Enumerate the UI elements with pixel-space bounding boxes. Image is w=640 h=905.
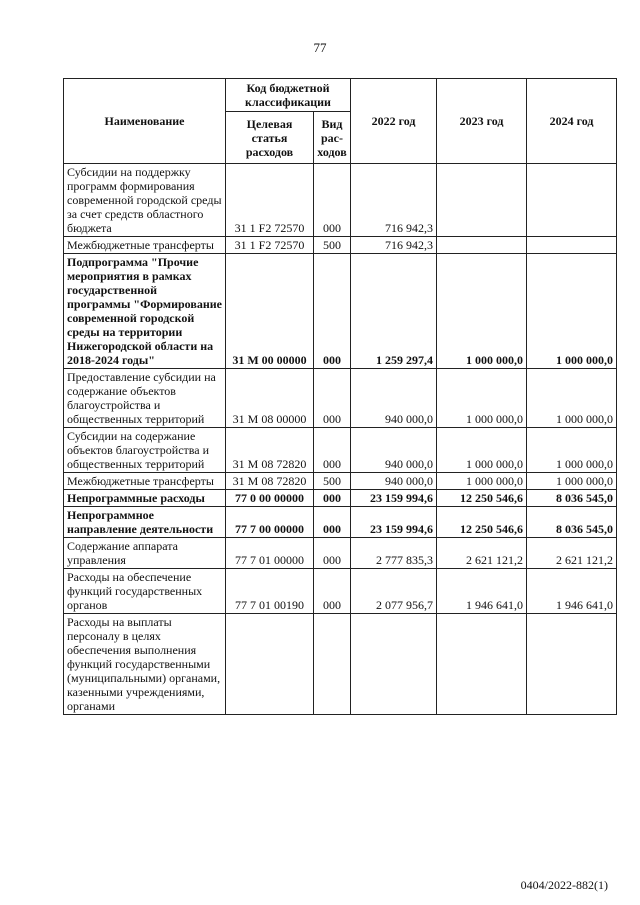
cell-2022: 1 259 297,4: [351, 254, 437, 369]
cell-2022: 2 777 835,3: [351, 538, 437, 569]
cell-expense-type: 000: [314, 164, 351, 237]
cell-name: Субсидии на поддержку программ формирования современной городской среды за счет средств областного бюджета: [64, 164, 226, 237]
cell-2023: 1 000 000,0: [437, 254, 527, 369]
cell-expense-type: 000: [314, 490, 351, 507]
cell-target-article: 31 М 08 72820: [226, 428, 314, 473]
cell-2023: 1 000 000,0: [437, 369, 527, 428]
header-name: Наименование: [64, 79, 226, 164]
cell-expense-type: [314, 614, 351, 715]
cell-2022: [351, 614, 437, 715]
cell-2023: 1 000 000,0: [437, 428, 527, 473]
cell-2024: 2 621 121,2: [527, 538, 617, 569]
cell-target-article: 31 М 08 00000: [226, 369, 314, 428]
header-expense-type: Вид рас-ходов: [314, 112, 351, 164]
cell-2023: [437, 614, 527, 715]
cell-target-article: 77 7 01 00190: [226, 569, 314, 614]
cell-name: Расходы на обеспечение функций государственных органов: [64, 569, 226, 614]
table-row: [64, 507, 617, 538]
table-row: [64, 254, 617, 369]
table-row: [64, 614, 617, 715]
cell-name: Межбюджетные трансферты: [64, 237, 226, 254]
cell-target-article: 77 7 00 00000: [226, 507, 314, 538]
cell-2022: 940 000,0: [351, 473, 437, 490]
cell-target-article: 31 1 F2 72570: [226, 237, 314, 254]
table-row: [64, 490, 617, 507]
cell-name: Подпрограмма "Прочие мероприятия в рамках государственной программы "Формирование современной городской среды на территории Нижегородской области на 2018-2024 годы": [64, 254, 226, 369]
cell-2024: 8 036 545,0: [527, 490, 617, 507]
cell-expense-type: 000: [314, 538, 351, 569]
cell-2024: [527, 164, 617, 237]
cell-2023: 2 621 121,2: [437, 538, 527, 569]
page-number: 77: [313, 40, 327, 55]
header-year-2024: 2024 год: [527, 79, 617, 164]
cell-expense-type: 000: [314, 369, 351, 428]
cell-name: Субсидии на содержание объектов благоустройства и общественных территорий: [64, 428, 226, 473]
cell-2023: 1 946 641,0: [437, 569, 527, 614]
cell-2023: [437, 164, 527, 237]
header-target-article: Целевая статья расходов: [226, 112, 314, 164]
cell-expense-type: 000: [314, 507, 351, 538]
cell-2024: 1 000 000,0: [527, 369, 617, 428]
cell-target-article: 31 1 F2 72570: [226, 164, 314, 237]
cell-name: Содержание аппарата управления: [64, 538, 226, 569]
table-row: [64, 473, 617, 490]
table-body: [64, 164, 617, 715]
cell-2024: [527, 237, 617, 254]
document-code: 0404/2022-882(1): [520, 878, 608, 892]
cell-expense-type: 500: [314, 473, 351, 490]
table-row: [64, 237, 617, 254]
header-year-2023: 2023 год: [437, 79, 527, 164]
cell-2022: 940 000,0: [351, 369, 437, 428]
cell-2022: 2 077 956,7: [351, 569, 437, 614]
cell-expense-type: 000: [314, 428, 351, 473]
header-code-group: Код бюджетной классификации: [226, 79, 351, 112]
cell-2024: [527, 614, 617, 715]
cell-target-article: 77 7 01 00000: [226, 538, 314, 569]
cell-name: Расходы на выплаты персоналу в целях обеспечения выполнения функций государственными (муниципальными) органами, казенными учреждениями, органами: [64, 614, 226, 715]
cell-2024: 1 000 000,0: [527, 254, 617, 369]
cell-name: Предоставление субсидии на содержание объектов благоустройства и общественных территорий: [64, 369, 226, 428]
cell-name: Межбюджетные трансферты: [64, 473, 226, 490]
cell-expense-type: 000: [314, 569, 351, 614]
cell-expense-type: 500: [314, 237, 351, 254]
cell-name: Непрограммное направление деятельности: [64, 507, 226, 538]
cell-2024: 8 036 545,0: [527, 507, 617, 538]
table-row: [64, 369, 617, 428]
cell-2024: 1 000 000,0: [527, 473, 617, 490]
cell-2022: 716 942,3: [351, 237, 437, 254]
cell-name: Непрограммные расходы: [64, 490, 226, 507]
cell-2022: 23 159 994,6: [351, 490, 437, 507]
cell-2022: 23 159 994,6: [351, 507, 437, 538]
cell-2023: 12 250 546,6: [437, 490, 527, 507]
cell-2024: 1 946 641,0: [527, 569, 617, 614]
cell-expense-type: 000: [314, 254, 351, 369]
header-year-2022: 2022 год: [351, 79, 437, 164]
cell-2023: 12 250 546,6: [437, 507, 527, 538]
table-row: [64, 428, 617, 473]
cell-target-article: 31 М 08 72820: [226, 473, 314, 490]
table-row: [64, 164, 617, 237]
table-row: [64, 538, 617, 569]
cell-target-article: [226, 614, 314, 715]
cell-target-article: 77 0 00 00000: [226, 490, 314, 507]
cell-2022: 940 000,0: [351, 428, 437, 473]
budget-table: [63, 78, 617, 715]
cell-target-article: 31 М 00 00000: [226, 254, 314, 369]
cell-2023: [437, 237, 527, 254]
cell-2022: 716 942,3: [351, 164, 437, 237]
cell-2024: 1 000 000,0: [527, 428, 617, 473]
table-row: [64, 569, 617, 614]
cell-2023: 1 000 000,0: [437, 473, 527, 490]
